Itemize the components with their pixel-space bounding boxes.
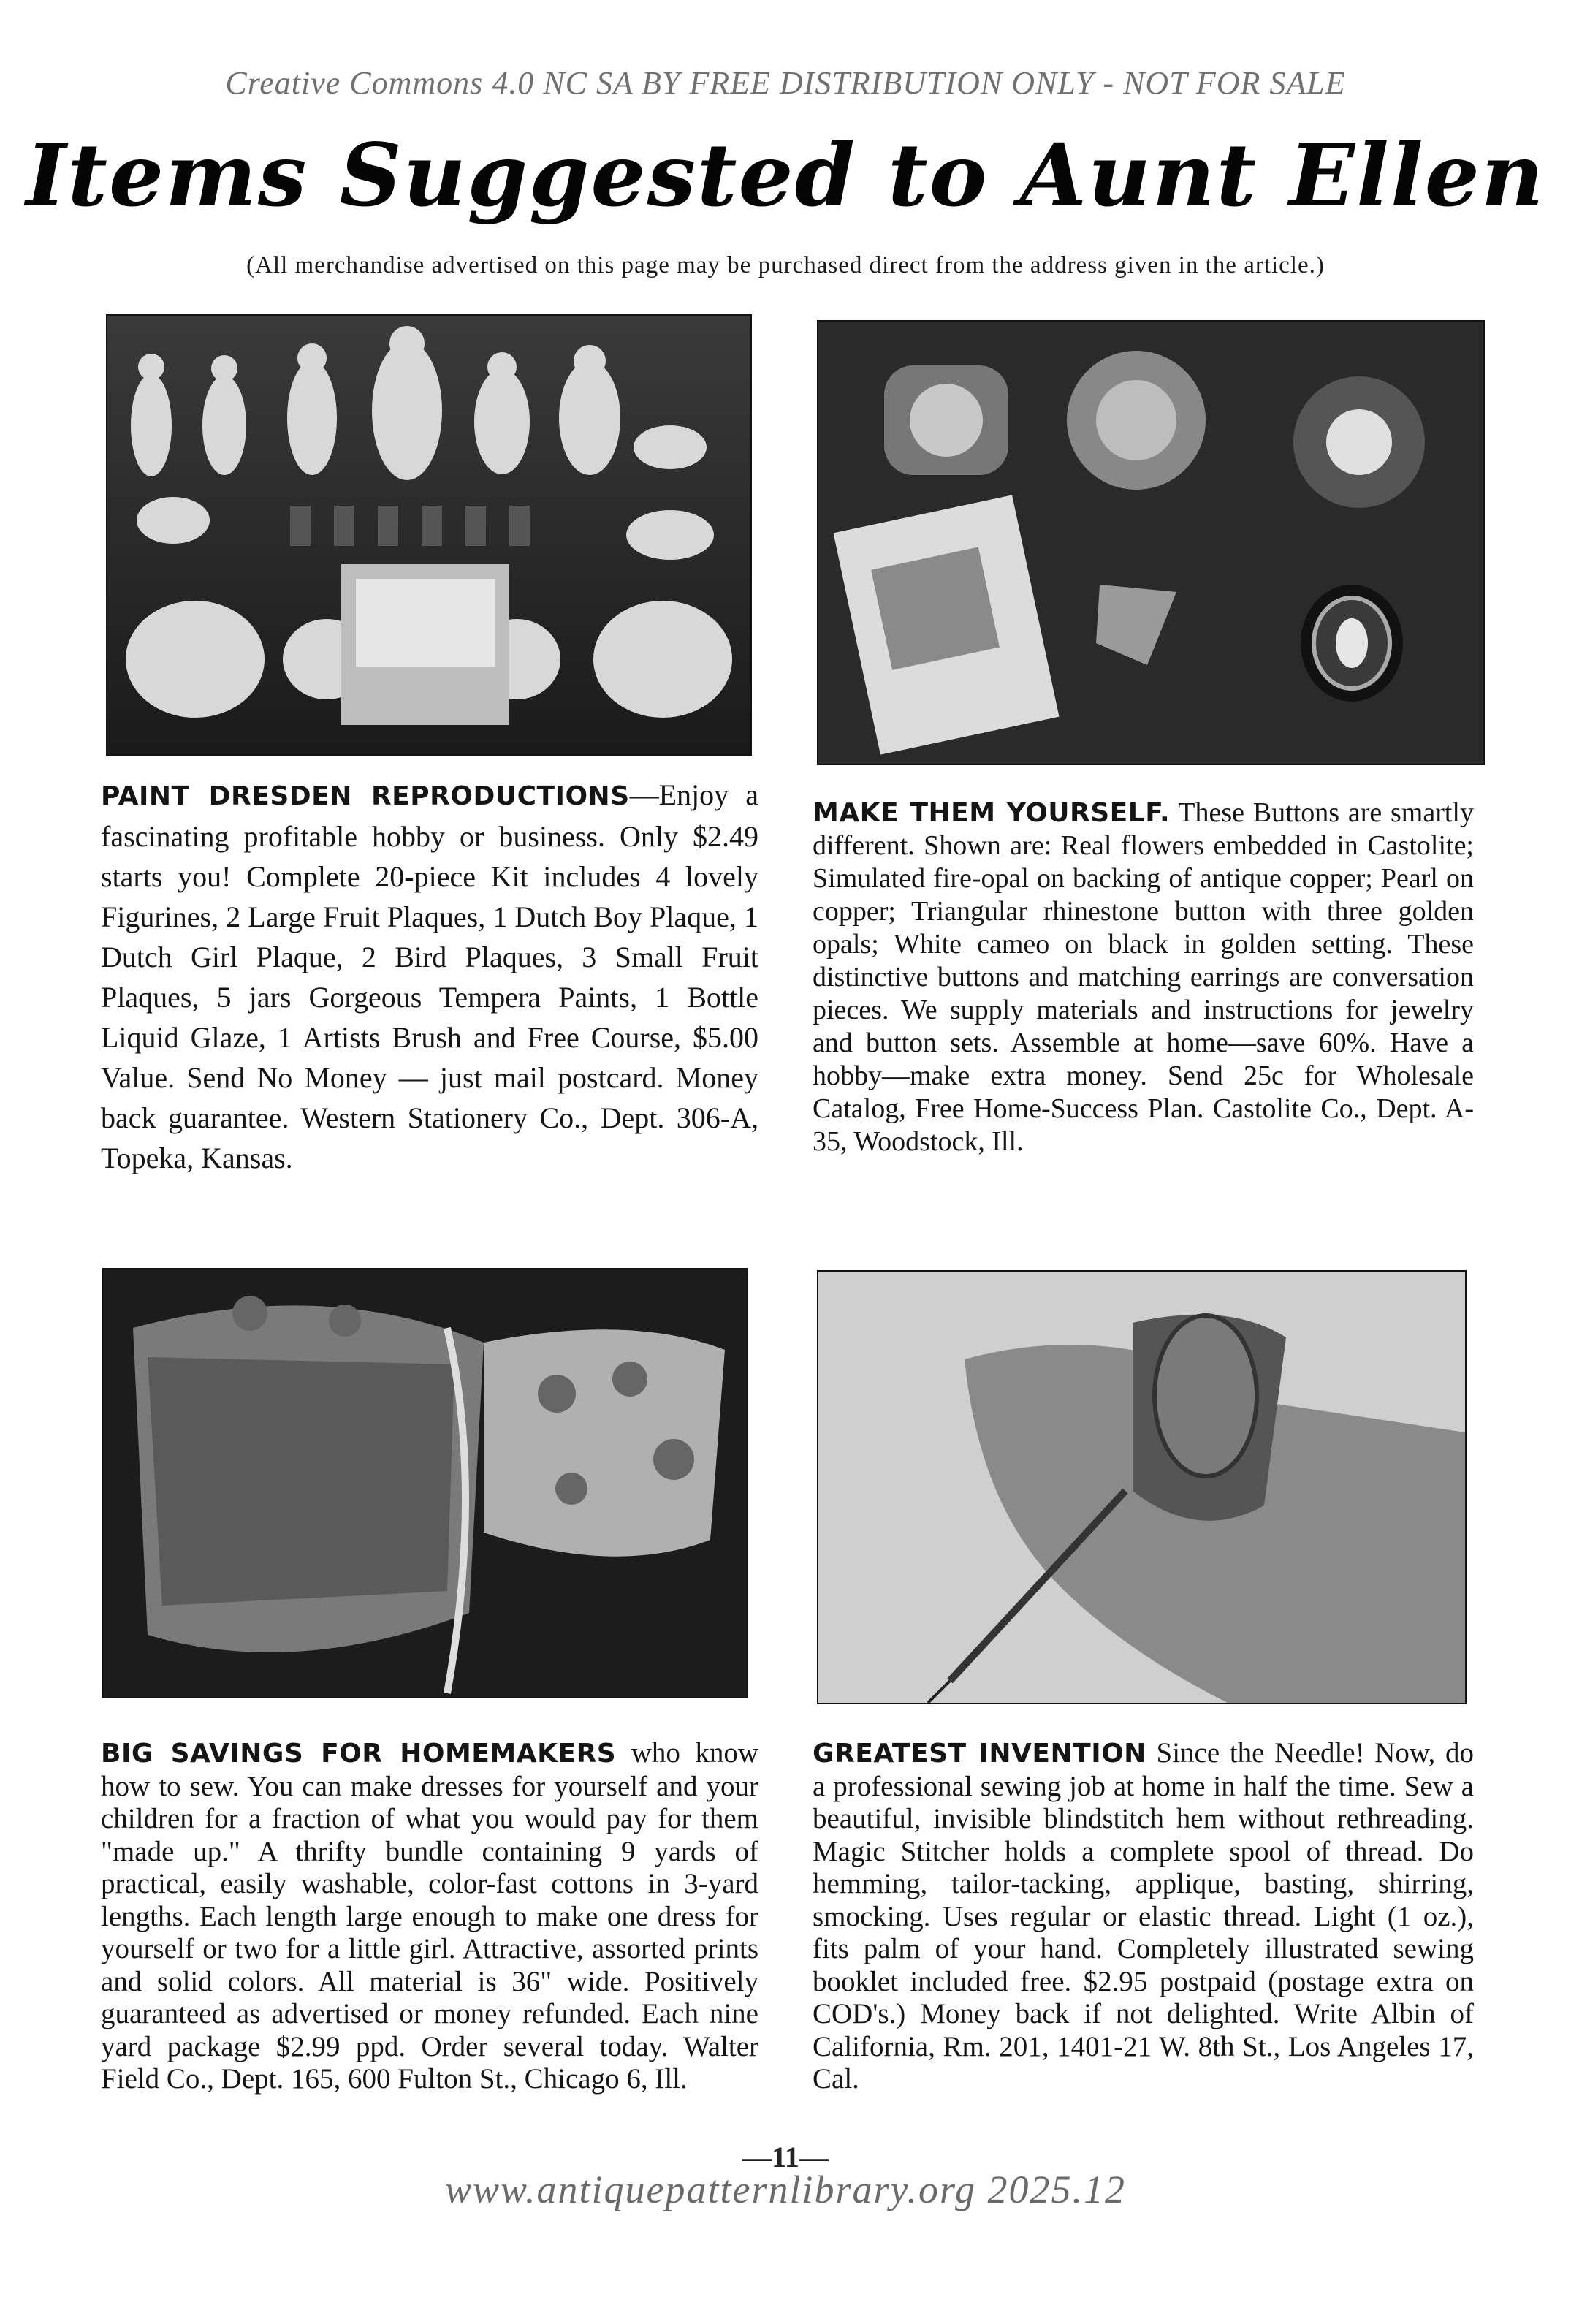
article-stitcher-body: Since the Needle! Now, do a professional sewing job at home in half the time. Sew a beautiful, invisible blindstitch hem without rethreading. Magic Stitcher holds a complete spool of thread. Do hemming, tailor-tacking, applique, basting, shirring, smocking. Uses regular or elastic thread. Light (1 oz.), fits palm of your hand. Completely illustrated sewing booklet included free. $2.95 postpaid (postage extra on COD's.) Money back if not delighted. Write Albin of California, Rm. 201, 1401-21 W. 8th St., Los Angeles 17, Cal. [813,1737,1474,2095]
article-fabric-heading: BIG SAVINGS FOR HOMEMAKERS [101,1739,617,1769]
page-title: Items Suggested to Aunt Ellen [26,124,1545,226]
magic-stitcher-photo [817,1270,1467,1704]
article-dresden-body: —Enjoy a fascinating profitable hobby or business. Only $2.49 starts you! Complete 20-piece Kit includes 4 lovely Figurines, 2 Large Fruit Plaques, 1 Dutch Boy Plaque, 1 Dutch Girl Plaque, 2 Bird Plaques, 3 Small Fruit Plaques, 5 jars Gorgeous Tempera Paints, 1 Bottle Liquid Glaze, 1 Artists Brush and Free Course, $5.00 Value. Send No Money — just mail postcard. Money back guarantee. Western Stationery Co., Dept. 306-A, Topeka, Kansas. [101,778,758,1174]
dresden-kit-image [107,316,750,754]
fabric-bundle-photo [102,1268,748,1698]
article-stitcher [813,1737,1474,2096]
article-stitcher-heading: GREATEST INVENTION [813,1739,1146,1769]
article-fabric [101,1737,758,2096]
footer-url: www.antiquepatternlibrary.org 2025.12 [444,2168,1127,2211]
article-dresden-heading: PAINT DRESDEN REPRODUCTIONS [101,781,630,811]
article-buttons-heading: MAKE THEM YOURSELF. [813,798,1171,828]
castolite-buttons-photo [817,320,1485,765]
magic-stitcher-image [818,1272,1465,1703]
article-buttons-body: These Buttons are smartly different. Shown are: Real flowers embedded in Castolite; Simulated fire-opal on backing of antique copper; Pearl on copper; Triangular rhinestone button with three golden opals; White cameo on black in golden setting. These distinctive buttons and matching earrings are conversation pieces. We supply materials and instructions for jewelry and button sets. Assemble at home—save 60%. Have a hobby—make extra money. Send 25c for Wholesale Catalog, Free Home-Success Plan. Castolite Co., Dept. A-35, Woodstock, Ill. [813,797,1474,1157]
page-subtitle: (All merchandise advertised on this page may be purchased direct from the address given in the article.) [246,252,1325,278]
page-number: —11— [742,2141,829,2173]
article-dresden [101,775,758,1178]
article-fabric-body: who know how to sew. You can make dresses for yourself and your children for a fraction of what you would pay for them "made up." A thrifty bundle containing 9 yards of practical, easily washable, color-fast cottons in 3-yard lengths. Each length large enough to make one dress for yourself or two for a little girl. Attractive, assorted prints and solid colors. All material is 36" wide. Positively guaranteed as advertised or money refunded. Each nine yard package $2.99 ppd. Order several today. Walter Field Co., Dept. 165, 600 Fulton St., Chicago 6, Ill. [101,1737,758,2095]
article-buttons [813,797,1474,1158]
license-notice: Creative Commons 4.0 NC SA BY FREE DISTRIBUTION ONLY - NOT FOR SALE [225,65,1346,101]
fabric-bundle-image [104,1269,747,1697]
castolite-buttons-image [818,322,1483,764]
dresden-kit-photo [106,314,752,756]
